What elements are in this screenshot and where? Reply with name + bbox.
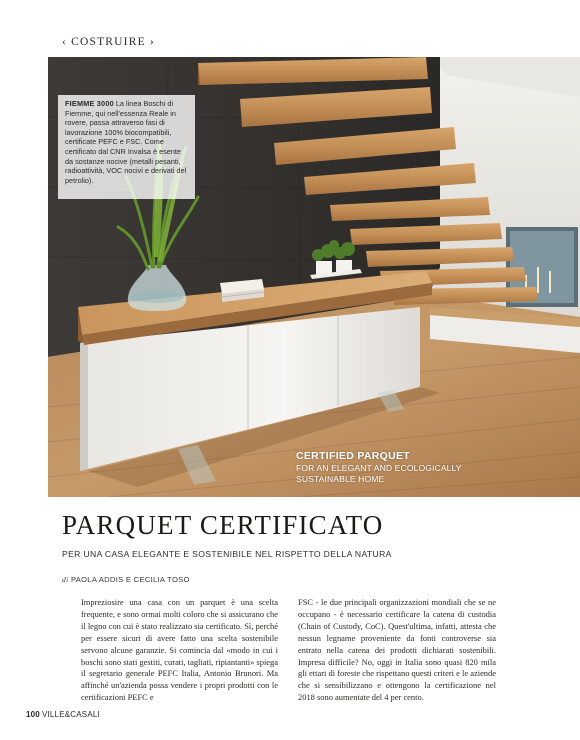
article-column-left: Impreziosire una casa con un parquet è una scelta frequente, e sono ormai molti coloro che si assicurano che il legno con cui è stato realizzato sia certificato. Sì, perché per essere sicuri di avere fatto una scelta sostenibile servono alcune garanzie. Si comincia dal «modo in cui i boschi sono stati gestiti, curati, tagliati, ripiantanti» spiega il segretario generale PEFC Italia, Antonio Brunori. Ma affinché un'azienda possa vendere i propri prodotti con le certificazioni PEFC e	[81, 597, 278, 703]
photo-caption-title: CERTIFIED PARQUET	[296, 450, 410, 462]
magazine-name: VILLE&CASALI	[41, 710, 100, 719]
photo-inset-caption	[58, 95, 195, 199]
section-label: ‹ COSTRUIRE ›	[62, 36, 155, 48]
photo-caption-subtitle: FOR AN ELEGANT AND ECOLOGICALLY SUSTAINABLE HOME	[296, 463, 462, 484]
article-headline: PARQUET CERTIFICATO	[62, 510, 384, 540]
inset-caption-text: La linea Boschi di Fiemme, qui nell'essenza Reale in rovere, passa attraverso fasi di lavorazione 100% biocompatibili, certificate PEFC e FSC. Come certificato dal CNR Invalsa è esente da sostanze nocive (metalli pesanti, radioattività, VOC nocivi e derivati del petrolio).	[65, 99, 187, 185]
article-column-right: FSC - le due principali organizzazioni mondiali che se ne occupano - è necessario certificare la catena di custodia (Chain of Custody, CoC). Quest'ultima, infatti, attesta che nessun legname proveniente da fonti controverse sia entrato nella catena dei prodotti dichiarati sostenibili. Impresa difficile? No, oggi in Italia sono quasi 820 mila gli ettari di foreste che rispettano questi criteri e le aziende che si sensibilizzano e ottengono la certificazione nel 2018 sono aumentate del 4 per cento.	[298, 597, 496, 703]
page-number: 100	[26, 710, 40, 719]
inset-caption-lead: FIEMME 3000	[65, 99, 114, 108]
byline-authors: PAOLA ADDIS E CECILIA TOSO	[70, 575, 190, 584]
page-folio	[26, 710, 100, 719]
photo-caption	[296, 450, 496, 485]
byline-prefix: di	[62, 575, 69, 584]
article-subhead: PER UNA CASA ELEGANTE E SOSTENIBILE NEL RISPETTO DELLA NATURA	[62, 549, 392, 559]
article-byline	[62, 575, 190, 584]
